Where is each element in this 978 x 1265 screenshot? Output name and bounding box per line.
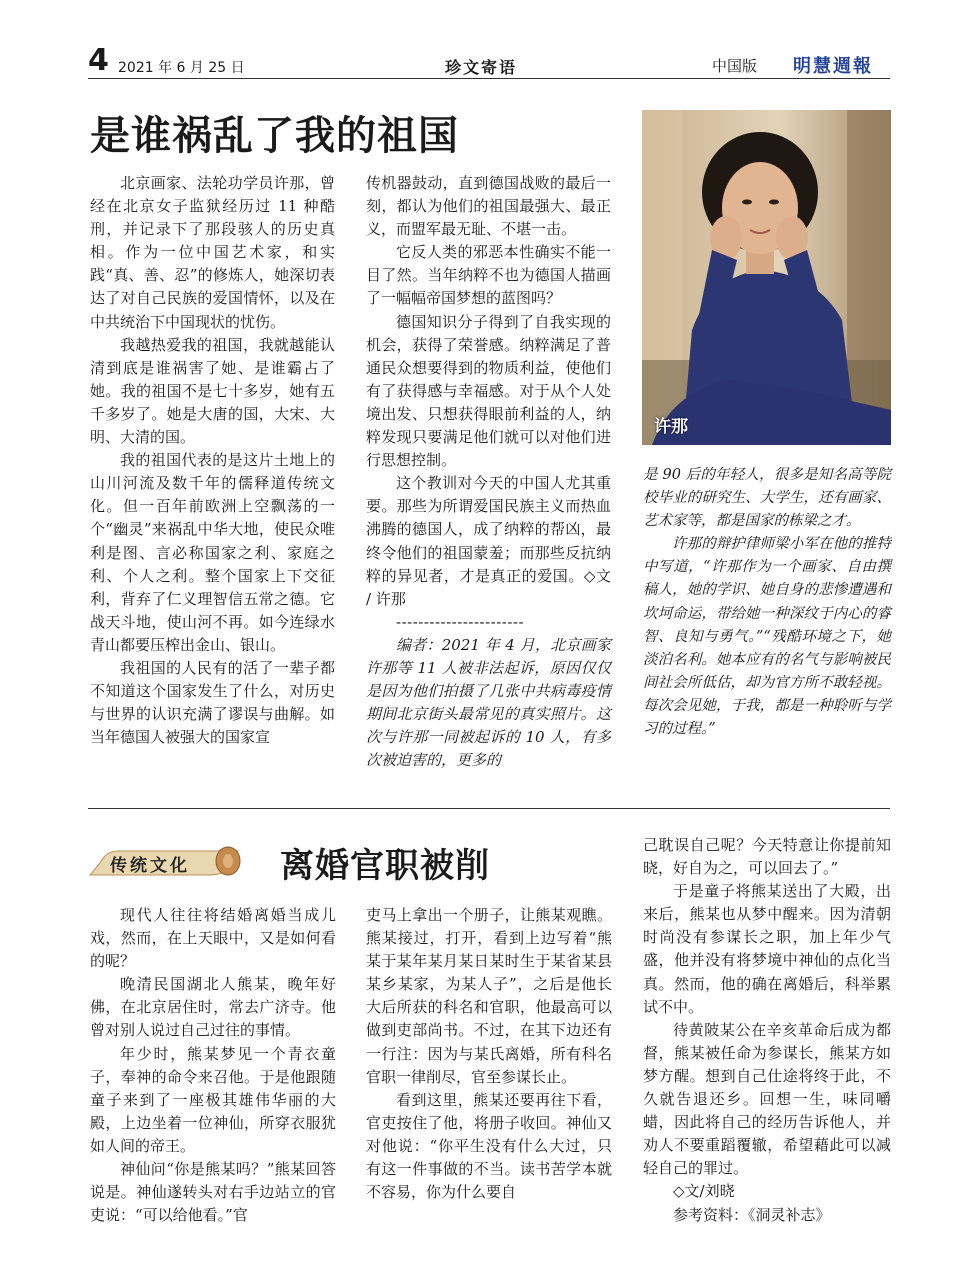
edition-label: 中国版 — [712, 57, 758, 75]
article1-column-2 — [366, 172, 611, 772]
article2-headline: 离婚官职被削 — [280, 846, 490, 886]
paragraph: 看到这里，熊某还要再往下看，官吏按住了他，将册子收回。神仙又对他说：“你平生没有什么大过，只有这一件事做的不当。读书苦学本就不容易，你为什么要自 — [366, 1090, 612, 1202]
paragraph: 德国知识分子得到了自我实现的机会，获得了荣誉感。纳粹满足了普通民众想要得到的物质利益，使他们有了获得感与幸福感。对于从个人处境出发、只想获得眼前利益的人，纳粹发现只要满足他们就可以对他们进行思想控制。 — [366, 312, 611, 470]
paragraph: 我越热爱我的祖国，我就越能认清到底是谁祸害了她、是谁霸占了她。我的祖国不是七十多岁，她有五千多岁了。她是大唐的国，大宋、大明、大清的国。 — [90, 335, 335, 447]
article2-column-2 — [366, 904, 612, 1204]
paragraph: 它反人类的邪恶本性确实不能一目了然。当年纳粹不也为德国人描画了一幅幅帝国梦想的蓝图吗？ — [366, 243, 611, 308]
reference-note: 参考资料：《洞灵补志》 — [673, 1205, 831, 1224]
page-number: 4 — [88, 43, 109, 78]
paragraph: 年少时，熊某梦见一个青衣童子，奉神的命令来召他。于是他跟随童子来到了一座极其雄伟华丽的大殿，上边坐着一位神仙，所穿衣服犹如人间的帝王。 — [90, 1044, 336, 1155]
section-divider: ----------------------- — [396, 612, 525, 631]
article1-headline: 是谁祸乱了我的祖国 — [90, 113, 459, 159]
paragraph: 许那的辩护律师梁小军在他的推特中写道，“许那作为一个画家、自由撰稿人，她的学识、她自身的悲惨遭遇和坎坷命运，带给她一种深纹于内心的睿智、良知与勇气。”“残酷环境之下，她淡泊名利。她本应有的名气与影响被民间社会所低估，却为官方所不敢轻视。每次会见她，于我，都是一种聆听与学习的过程。” — [643, 536, 891, 738]
author-photo — [642, 110, 891, 445]
article1-column-3 — [643, 464, 891, 741]
paragraph: 晚清民国湖北人熊某，晚年好佛，在北京居住时，常去广济寺。他曾对别人说过自己过往的事情。 — [90, 975, 336, 1040]
paragraph: 传机器鼓动，直到德国战败的最后一刻，都认为他们的祖国最强大、最正义，而盟军最无耻、不堪一击。 — [366, 174, 611, 239]
article2-column-3 — [643, 834, 891, 1227]
issue-date: 2021 年 6 月 25 日 — [118, 60, 245, 76]
paragraph: 己耽误自己呢？今天特意让你提前知晓，好自为之，可以回去了。” — [643, 836, 891, 878]
paragraph: 我祖国的人民有的活了一辈子都不知道这个国家发生了什么，对历史与世界的认识充满了谬误与曲解。如当年德国人被强大的国家宣 — [90, 658, 335, 747]
article1-column-1 — [90, 172, 335, 749]
header-rule — [88, 78, 890, 79]
article2-column-1 — [90, 904, 336, 1227]
editor-note: 编者：2021 年 4 月，北京画家许那等 11 人被非法起诉，原因仅仅是因为他们拍摄了几张中共病毒疫情期间北京街头最常见的真实照片。这次与许那一同被起诉的 10 人，有多次被迫害的，更多的 — [366, 635, 611, 770]
paragraph: 吏马上拿出一个册子，让熊某观瞧。熊某接过，打开，看到上边写着“熊某于某年某月某日某时生于某省某县某乡某家，为某人子”，之后是他长大后所获的科名和官职，他最高可以做到吏部尚书。不过，在其下边还有一行注：因为与某氏离婚，所有科名官职一律削尽，官至参谋长止。 — [366, 906, 612, 1086]
author-byline: ◇文/刘晓 — [673, 1182, 735, 1201]
paragraph: 待黄陂某公在辛亥革命后成为都督，熊某被任命为参谋长，熊某方如梦方醒。想到自己仕途将终于此，不久就告退还乡。回想一生，味同嚼蜡，因此将自己的经历告诉他人，并劝人不要重蹈覆辙，希望藉此可以减轻自己的罪过。 — [643, 1020, 891, 1178]
portrait-image — [642, 110, 891, 445]
paragraph: 神仙问“你是熊某吗？”熊某回答说是。神仙遂转头对右手边站立的官吏说：“可以给他看。”官 — [90, 1160, 336, 1225]
paragraph: 这个教训对今天的中国人尤其重要。那些为所谓爱国民族主义而热血沸腾的德国人，成了纳粹的帮凶，最终令他们的祖国蒙羞；而那些反抗纳粹的异见者，才是真正的爱国。◇文 / 许那 — [366, 474, 611, 608]
photo-caption: 许那 — [654, 417, 688, 437]
paragraph: 北京画家、法轮功学员许那，曾经在北京女子监狱经历过 11 种酷刑，并记录下了那段骇人的历史真相。作为一位中国艺术家，和实践“真、善、忍”的修炼人，她深切表达了对自己民族的爱国情怀，以及在中共统治下中国现状的忧伤。 — [90, 174, 335, 331]
paragraph: 我的祖国代表的是这片土地上的山川河流及数千年的儒释道传统文化。但一百年前欧洲上空飘荡的一个“幽灵”来祸乱中华大地，使民众唯利是图、言必称国家之利、家庭之利、个人之利。整个国家上下交征利，背弃了仁义理智信五常之德。它战天斗地，使山河不再。如今连绿水青山都要压榨出金山、银山。 — [90, 451, 335, 654]
article-divider-rule — [88, 808, 890, 809]
paragraph: 是 90 后的年轻人，很多是知名高等院校毕业的研究生、大学生，还有画家、艺术家等，都是国家的栋梁之才。 — [643, 467, 891, 530]
paragraph: 现代人往往将结婚离婚当成儿戏，然而，在上天眼中，又是如何看的呢？ — [90, 906, 336, 971]
banner-label: 传统文化 — [110, 856, 190, 876]
paragraph: 于是童子将熊某送出了大殿，出来后，熊某也从梦中醒来。因为清朝时尚没有参谋长之职，加上年少气盛，他并没有将梦境中神仙的点化当真。然而，他的确在离婚后，科举累试不中。 — [643, 882, 891, 1016]
traditional-culture-banner — [88, 845, 248, 879]
masthead-logo: 明慧週報 — [793, 56, 873, 77]
section-title: 珍文寄语 — [445, 58, 518, 77]
